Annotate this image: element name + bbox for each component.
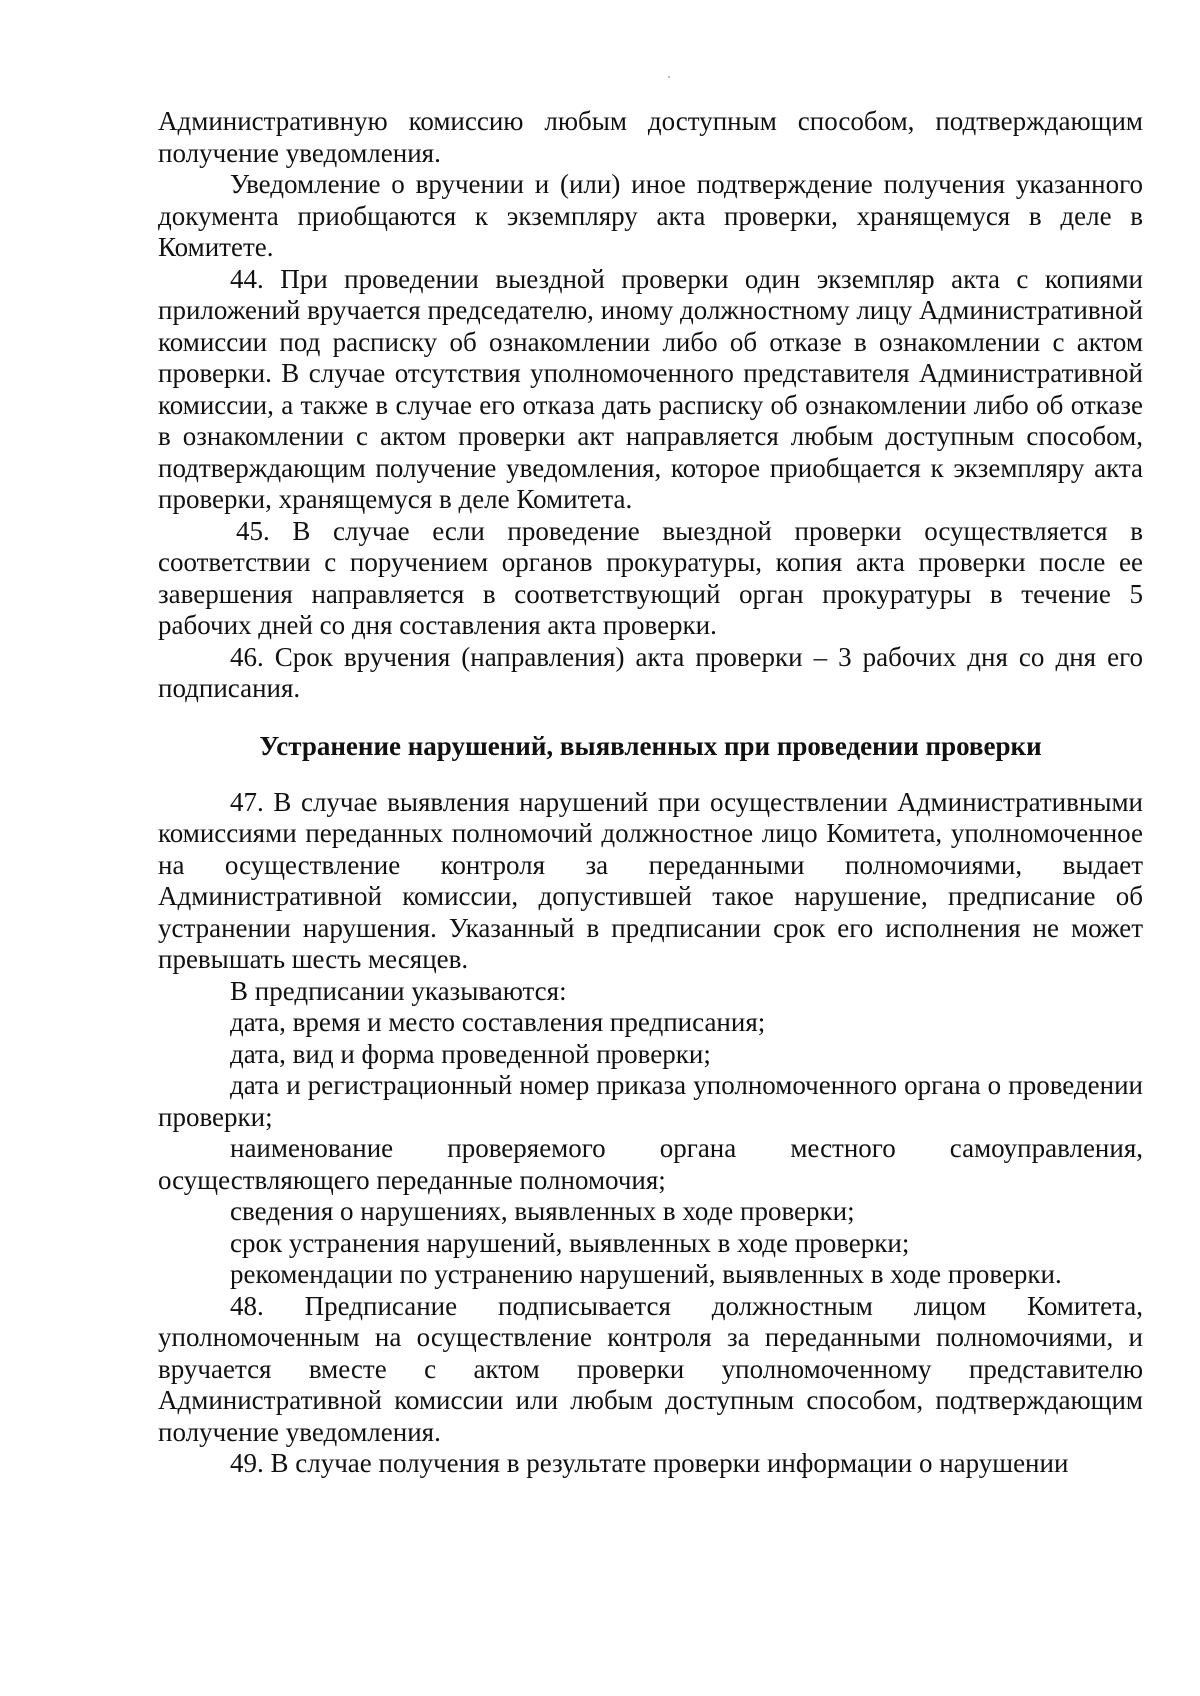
list-item: наименование проверяемого органа местного самоуправления, осуществляющего переданные полномочия; [158, 1133, 1143, 1195]
scan-speck [668, 76, 670, 78]
list-item: срок устранения нарушений, выявленных в ходе проверки; [230, 1227, 910, 1258]
paragraph-notification: Уведомление о вручении и (или) иное подтверждение получения указанного документа приобщаются к экземпляру акта проверки, хранящемуся в деле в Комитете. [158, 169, 1143, 262]
paragraph-continuation: Административную комиссию любым доступным способом, подтверждающим получение уведомления. [158, 106, 1143, 168]
paragraph-44: 44. При проведении выездной проверки один экземпляр акта с копиями приложений вручается председателю, иному должностному лицу Административной комиссии под расписку об ознакомлении либо об отказе в ознакомлении с актом проверки. В случае отсутствия уполномоченного представителя Административной комиссии, а также в случае его отказа дать расписку об ознакомлении либо об отказе в ознакомлении с актом проверки акт направляется любым доступным способом, подтверждающим получение уведомления, которое приобщается к экземпляру акта проверки, хранящемуся в деле Комитета. [158, 263, 1143, 514]
list-item: рекомендации по устранению нарушений, выявленных в ходе проверки. [230, 1259, 1062, 1289]
paragraph-46: 46. Срок вручения (направления) акта проверки – 3 рабочих дня со дня его подписания. [158, 641, 1143, 703]
paragraph-47: 47. В случае выявления нарушений при осуществлении Административными комиссиями переданных полномочий должностное лицо Комитета, уполномоченное на осуществление контроля за переданными полномочиями, выдает Административной комиссии, допустившей такое нарушение, предписание об устранении нарушения. Указанный в предписании срок его исполнения не может превышать шесть месяцев. [158, 786, 1143, 974]
list-item: дата, вид и форма проведенной проверки; [230, 1038, 711, 1069]
paragraph-49: 49. В случае получения в результате проверки информации о нарушении [230, 1448, 1069, 1478]
list-item: дата, время и место составления предписания; [230, 1007, 766, 1037]
paragraph-45: 45. В случае если проведение выездной проверки осуществляется в соответствии с поручением органов прокуратуры, копия акта проверки после ее завершения направляется в соответствующий орган прокуратуры в течение 5 рабочих дней со дня составления акта проверки. [158, 515, 1143, 640]
paragraph-48: 48. Предписание подписывается должностным лицом Комитета, уполномоченным на осуществление контроля за переданными полномочиями, и вручается вместе с актом проверки уполномоченному представителю Административной комиссии или любым доступным способом, подтверждающим получение уведомления. [158, 1290, 1143, 1447]
section-heading: Устранение нарушений, выявленных при проведении проверки [259, 730, 1042, 761]
list-item: сведения о нарушениях, выявленных в ходе проверки; [230, 1196, 855, 1226]
list-item: дата и регистрационный номер приказа уполномоченного органа о проведении проверки; [158, 1070, 1143, 1132]
document-page [158, 106, 1143, 1480]
list-intro: В предписании указываются: [230, 975, 567, 1006]
